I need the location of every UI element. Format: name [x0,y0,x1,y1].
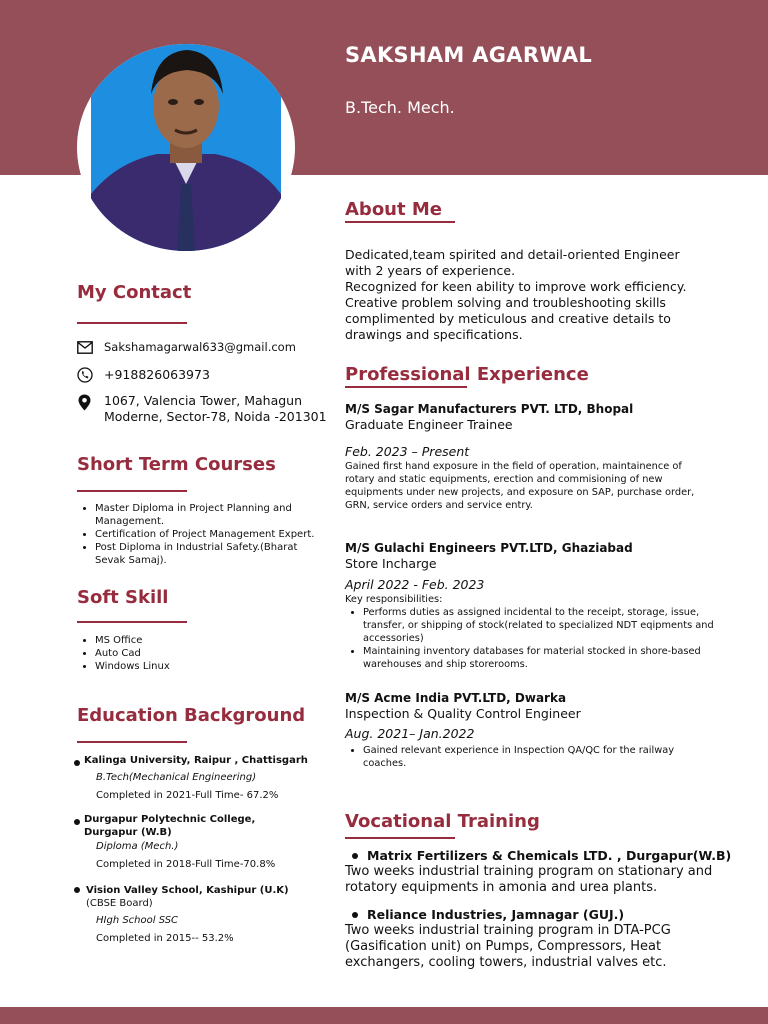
job-bullet: • Performs duties as assigned incidental to the receipt, storage, issue, transfer, or shipping of stock(related to specialized NDT eqipments and accessories) [363,606,715,645]
education-completion: Completed in 2015-- 53.2% [96,933,234,944]
contact-heading: My Contact [77,282,192,303]
about-heading: About Me [345,199,442,220]
profile-photo [77,44,295,251]
training-bullet [352,853,358,859]
education-institution-line-1: Durgapur Polytechnic College, [84,814,256,825]
job-bullet: • Maintaining inventory databases for material stocked in shore-based warehouses and ship storerooms. [363,645,715,671]
candidate-name: SAKSHAM AGARWAL [345,43,593,67]
job-company: M/S Sagar Manufacturers PVT. LTD, Bhopal [345,402,634,416]
job-entry [345,541,725,671]
education-entry [86,884,336,945]
training-description: Two weeks industrial training program on stationary and rotatory equipments in amonia and urea plants. [345,864,713,895]
education-institution-line-2: Durgapur (W.B) [84,827,172,838]
education-board: (CBSE Board) [86,898,153,909]
training-heading: Vocational Training [345,811,540,832]
education-completion: Completed in 2018-Full Time-70.8% [96,859,276,870]
courses-rule [77,490,187,492]
skill-item: • Windows Linux [95,660,327,673]
address-line-2: Moderne, Sector-78, Noida -201301 [104,409,327,424]
courses-heading: Short Term Courses [77,454,276,475]
job-role: Store Incharge [345,556,437,571]
job-bullets [345,744,715,770]
education-bullet [74,819,80,825]
education-heading: Education Background [77,705,306,726]
education-entry [84,813,334,871]
course-item: • Master Diploma in Project Planning and Management. [95,502,327,528]
contact-rule [77,322,187,324]
course-item: • Certification of Project Management Expert. [95,528,327,541]
skill-item: • Auto Cad [95,647,327,660]
job-company: M/S Gulachi Engineers PVT.LTD, Ghaziabad [345,541,633,555]
education-bullet [74,887,80,893]
job-description: Gained first hand exposure in the field of operation, maintainence of rotary and static equipments, erection and commisioning of new equipments under new projects, and exposure on SAP, purchase order, GRN, service orders and service entry. [345,461,695,511]
about-line: Creative problem solving and troubleshooting skills [345,295,666,310]
experience-rule [345,386,467,388]
about-line: complimented by meticulous and creative details to [345,311,671,326]
education-rule [77,741,187,743]
phone-icon [77,367,93,383]
course-item: • Post Diploma in Industrial Safety.(Bharat Sevak Samaj). [95,541,327,567]
skills-heading: Soft Skill [77,587,169,608]
education-entry [84,754,334,802]
education-completion: Completed in 2021-Full Time- 67.2% [96,790,279,801]
education-program: HIgh School SSC [96,915,179,926]
candidate-degree: B.Tech. Mech. [345,98,455,117]
address-block [104,393,327,425]
training-description: Two weeks industrial training program in DTA-PCG (Gasification unit) on Pumps, Compressors, Heat exchangers, cooling towers, industrial valves etc. [345,923,671,970]
job-entry [345,691,725,770]
skill-item: • MS Office [95,634,327,647]
education-bullet [74,760,80,766]
job-dates: April 2022 - Feb. 2023 [345,577,485,592]
about-text [345,247,686,343]
about-line: drawings and specifications. [345,327,523,342]
job-bullets [345,606,715,671]
education-institution: Kalinga University, Raipur , Chattisgarh [84,755,308,766]
job-dates: Feb. 2023 – Present [345,444,470,459]
job-intro: Key responsibilities: [345,594,443,605]
skills-list [77,634,327,673]
courses-list [77,502,327,567]
about-line: with 2 years of experience. [345,263,516,278]
education-program: B.Tech(Mechanical Engineering) [96,772,257,783]
education-institution: Vision Valley School, Kashipur (U.K) [86,885,289,896]
skills-rule [77,621,187,623]
job-role: Inspection & Quality Control Engineer [345,706,581,721]
training-title: Reliance Industries, Jamnagar (GUJ.) [367,907,625,922]
job-company: M/S Acme India PVT.LTD, Dwarka [345,691,567,705]
email-icon [77,341,93,354]
location-pin-icon [78,394,91,411]
job-entry [345,402,725,512]
about-rule [345,221,455,223]
job-dates: Aug. 2021– Jan.2022 [345,726,475,741]
training-title: Matrix Fertilizers & Chemicals LTD. , Durgapur(W.B) [367,848,732,863]
education-program: Diploma (Mech.) [96,841,179,852]
training-rule [345,837,455,839]
about-line: Recognized for keen ability to improve work efficiency. [345,279,687,294]
phone-text[interactable]: +918826063973 [104,367,210,382]
training-bullet [352,912,358,918]
email-text[interactable]: Sakshamagarwal633@gmail.com [104,340,296,354]
job-role: Graduate Engineer Trainee [345,417,513,432]
address-line-1: 1067, Valencia Tower, Mahagun [104,393,303,408]
about-line: Dedicated,team spirited and detail-oriented Engineer [345,247,680,262]
job-bullet: • Gained relevant experience in Inspection QA/QC for the railway coaches. [363,744,715,770]
experience-heading: Professional Experience [345,364,589,385]
footer-band [0,1007,768,1024]
